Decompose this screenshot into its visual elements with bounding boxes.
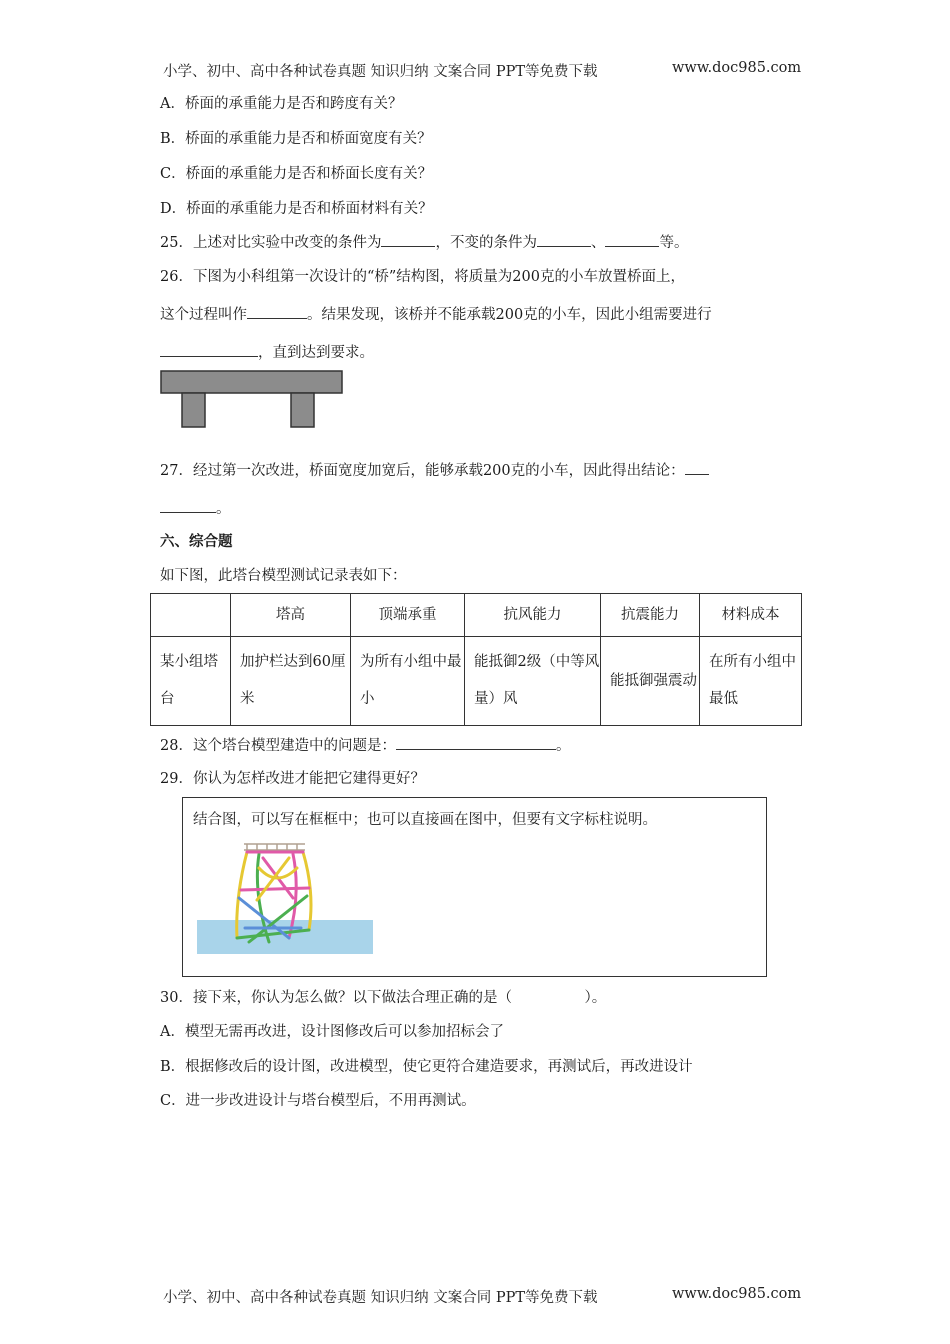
table-cell: 在所有小组中最低 [700, 637, 802, 726]
footer-url: www.doc985.com [672, 1286, 802, 1302]
water-surface [197, 920, 373, 954]
q26-line-3 [160, 341, 374, 362]
tower-frame [237, 852, 311, 942]
test-record-table [150, 593, 802, 726]
page-header [163, 60, 598, 81]
table-row [151, 637, 802, 726]
table-cell: 为所有小组中最小 [351, 637, 465, 726]
header-text: 小学、初中、高中各种试卷真题 知识归纳 文案合同 PPT等免费下载 [163, 64, 598, 80]
q27-blank-a[interactable] [685, 460, 709, 475]
q24-option-d: D．桥面的承重能力是否和桥面材料有关？ [160, 201, 433, 217]
q24-option-c: C．桥面的承重能力是否和桥面长度有关？ [160, 166, 433, 182]
question-29: 29．你认为怎样改进才能把它建得更好？ [160, 771, 425, 787]
table-cell: 某小组塔台 [151, 637, 231, 726]
section-title: 六、综合题 [160, 533, 233, 550]
q28-text-1: 28．这个塔台模型建造中的问题是： [160, 738, 396, 754]
q27-blank-b[interactable] [160, 498, 216, 513]
bridge-diagram [160, 370, 344, 430]
q25-text-3: 、 [590, 235, 606, 251]
table-cell: 能抵御2级（中等风量）风 [465, 637, 601, 726]
question-30: 30．接下来，你认为怎么做？以下做法合理正确的是（ ）。 [160, 990, 607, 1006]
header-url: www.doc985.com [672, 60, 802, 76]
bridge-deck [161, 371, 342, 393]
question-28 [160, 734, 570, 755]
q26-blank-2[interactable] [160, 342, 258, 357]
q24-option-b: B．桥面的承重能力是否和桥面宽度有关？ [160, 131, 432, 147]
table-header-cell: 抗风能力 [465, 594, 601, 637]
q28-text-2: 。 [555, 738, 571, 754]
answer-box[interactable] [182, 797, 767, 977]
q27-text-1: 27．经过第一次改进，桥面宽度加宽后，能够承载200克的小车，因此得出结论： [160, 463, 685, 479]
table-header-cell: 材料成本 [700, 594, 802, 637]
table-cell: 加护栏达到60厘米 [231, 637, 351, 726]
tower-model-image [197, 838, 373, 954]
q26-text-c: ，直到达到要求。 [258, 345, 374, 361]
table-header-cell: 顶端承重 [351, 594, 465, 637]
question-25 [160, 231, 688, 252]
q26-line-2 [160, 303, 712, 324]
footer-text: 小学、初中、高中各种试卷真题 知识归纳 文案合同 PPT等免费下载 [163, 1290, 598, 1306]
q25-blank-2[interactable] [537, 232, 591, 247]
q28-blank[interactable] [396, 735, 556, 750]
q30-option-b[interactable]: B．根据修改后的设计图，改进模型，使它更符合建造要求，再测试后，再改进设计 [160, 1059, 693, 1075]
page-footer [163, 1286, 598, 1307]
q26-text-a: 这个过程叫作 [160, 307, 247, 323]
q26-text-b: 。结果发现，该桥并不能承载200克的小车，因此小组需要进行 [307, 307, 712, 323]
section-intro: 如下图，此塔台模型测试记录表如下： [160, 568, 407, 584]
q27-text-2: 。 [216, 501, 231, 517]
q25-blank-1[interactable] [381, 232, 435, 247]
bridge-pier-right [291, 393, 314, 427]
answer-box-instruction: 结合图，可以写在框框中；也可以直接画在图中，但要有文字标柱说明。 [193, 812, 657, 828]
q25-text-2: ，不变的条件为 [435, 235, 537, 251]
q27-line-1 [160, 459, 709, 480]
bridge-pier-left [182, 393, 205, 427]
q24-option-a: A．桥面的承重能力是否和跨度有关？ [160, 96, 403, 112]
q30-option-a[interactable]: A．模型无需再改进，设计图修改后可以参加招标会了 [160, 1024, 504, 1040]
table-header-cell: 塔高 [231, 594, 351, 637]
q26-blank-1[interactable] [247, 304, 307, 319]
table-header-row [151, 594, 802, 637]
table-cell: 能抵御强震动 [601, 637, 700, 726]
table-header-cell: 抗震能力 [601, 594, 700, 637]
q25-text-1: 25．上述对比实验中改变的条件为 [160, 235, 382, 251]
q26-line-1: 26．下图为小科组第一次设计的“桥”结构图，将质量为200克的小车放置桥面上， [160, 269, 685, 285]
q30-option-c[interactable]: C．进一步改进设计与塔台模型后，不用再测试。 [160, 1093, 476, 1109]
q27-line-2 [160, 497, 231, 518]
table-header-cell [151, 594, 231, 637]
q25-blank-3[interactable] [605, 232, 659, 247]
q25-text-4: 等。 [659, 235, 689, 251]
